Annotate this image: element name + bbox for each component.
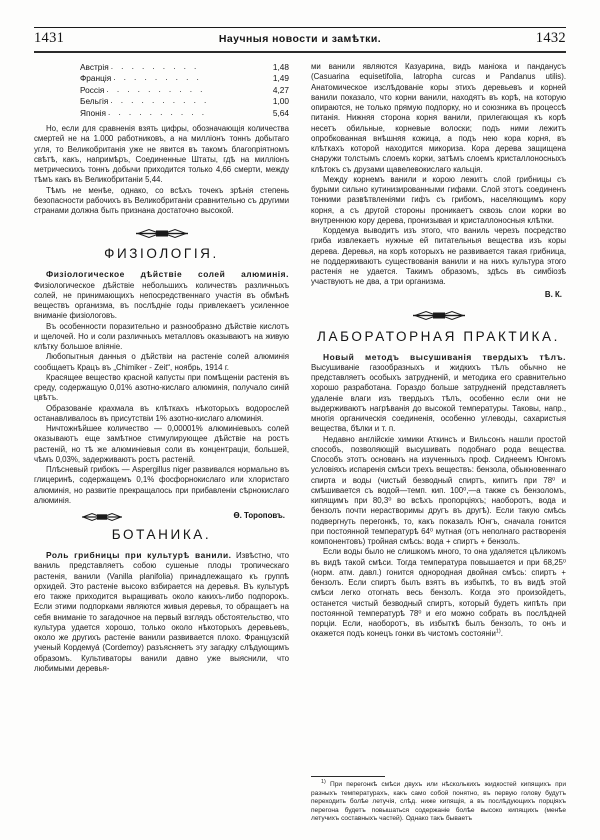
article-lead-text: Извѣстно, что ваниль представляетъ собою сушеные плоды тропическаго растенія, ванили (Vanilla planifolia) принадлежащаго къ группѣ орхидей. Это растеніе высоко взбирается на деревья. Въ культурѣ его также приходится выращивать около какихъ-либо подпорокъ. Если этими подпорками являются живыя деревья, то обращаетъ на себя вниманіе то загадочное на первый взглядъ обстоятельство, что культура удается хорошо, только около нѣкоторыхъ деревьевъ, около же другихъ растеніе ванили развивается плохо. Французскій ученый Кордемуá (Cordemoy) разъясняетъ эту загадку слѣдующимъ образомъ. Культиваторы ванили давно уже выяснили, что любимыми деревья- xyxy=(34,551,289,673)
section-heading-physiology: ФИЗІОЛОГІЯ. xyxy=(104,246,219,262)
paragraph-distillation-result: Если воды было не слишкомъ много, то она удаляется цѣликомъ въ видѣ такой смѣси. Тогда температура повышается и при 68,25⁰ (норм. атм. давл.) гонится однородная двойная смѣсь: спиртъ + бензолъ. Если спиртъ былъ взятъ въ избыткѣ, то въ видѣ этой смѣси легко отогнать весь бензолъ. Когда это произойдетъ, останется чистый безводный спиртъ, который будетъ кипѣть при постоянной температурѣ 78⁰ и его можно собрать въ послѣдней порціи. Если, наоборотъ, въ избыткѣ былъ бензолъ, то онъ и окажется подъ конецъ гонки въ чистомъ состояніи$^{1)}$. xyxy=(311,547,566,639)
running-head-title: Научныя новости и замѣтки. xyxy=(218,33,382,45)
country-value: 4,27 xyxy=(272,84,289,95)
section-heading-botany: БОТАНИКА. xyxy=(111,527,212,543)
article-lead-text: Высушиваніе газообразныхъ и жидкихъ тѣлъ обычно не представляетъ особыхъ затрудненій, и методика его сравнительно хорошо разработана. Гораздо больше затрудненій представляетъ удаленіе влаги изъ твердыхъ тѣлъ, особенно если они не выдерживаютъ нагрѣванія до высокой температуры. Таковы, напр., многія органическія соединенія, особенно углеводы, сахаристыя вещества, бѣлки и т. п. xyxy=(311,362,566,434)
article-title-vanilla: Роль грибницы при культурѣ ванили. xyxy=(46,550,232,561)
paragraph-drying-lead xyxy=(311,352,566,435)
right-column xyxy=(311,62,566,824)
paragraph-aluminium-lead xyxy=(34,269,289,321)
paragraph-cordemoy-conclusion: Кордемуа выводитъ изъ этого, что ваниль черезъ посредство гриба извлекаетъ нужные ей питательныя вещества изъ коры дерева. Деревья, на корѣ которыхъ не развивается такая грибница, не поддерживаютъ существованія ванили и на нихъ культура этого растенія не удается. Такимъ образомъ, здѣсь въ симбіозѣ участвуютъ не два, а три организма. xyxy=(311,226,566,287)
footnote-separator-rule xyxy=(311,776,385,777)
country-name: Россія xyxy=(80,84,105,95)
paragraph-kratz-reference: Любопытныя данныя о дѣйствіи на растеніе солей алюминія сообщаетъ Крацъ въ „Chimiker - Zeit“, ноябрь, 1914 г. xyxy=(34,352,289,372)
paragraph-mycelium-layer: Между корнемъ ванили и корою лежитъ слой грибницы съ бурыми сильно кутинизированными гифами. Слой этотъ соединенъ тонкими развѣтвленіями гифъ съ грибомъ, населяющимъ кору корня, а съ другой стороны проникаетъ сквозь слои корки во внутреннюю кору дерева, пронизывая и кристаллоносныя клѣтки. xyxy=(311,174,566,225)
country-value: 5,64 xyxy=(272,107,289,118)
leader-dots: . . . . . . . . . . xyxy=(110,95,210,106)
folio-right: 1432 xyxy=(535,30,566,46)
header-rule-top xyxy=(34,27,566,28)
paragraph-text: Если воды было не слишкомъ много, то она удаляется цѣликомъ въ видѣ такой смѣси. Тогда температура повышается и при 68,25⁰ (норм. атм. давл.) гонится однородная двойная смѣсь: спиртъ + бензолъ. Если спиртъ былъ взятъ въ избыткѣ, то въ видѣ этой смѣси легко отогнать весь бензолъ. Когда это произойдетъ, останется чистый безводный спиртъ, который будетъ кипѣть при постоянной температурѣ 78⁰ и его можно собрать въ послѣдней порціи. Если, наоборотъ, въ избыткѣ былъ бензолъ, то онъ и окажется подъ конецъ гонки въ чистомъ состояніи xyxy=(311,547,566,639)
ornament-divider-icon xyxy=(34,509,122,521)
paragraph-vanilla-lead xyxy=(34,550,289,674)
section-heading-lab-practice: ЛАБОРАТОРНАЯ ПРАКТИКА. xyxy=(317,328,560,344)
article-title-drying-method: Новый методъ высушиванія твердыхъ тѣлъ. xyxy=(323,351,566,362)
country-name: Франція xyxy=(80,73,112,84)
running-head xyxy=(34,27,566,53)
country-fatality-table xyxy=(34,62,289,119)
country-value: 1,48 xyxy=(272,62,289,72)
paragraph-aspergillus: Плѣсневый грибокъ — Aspergillus niger развивался нормально въ глицеринѣ, содержащемъ 0,1% фосфорнокислаго или хлористаго алюминія, но развитіе прекращалось при прибавленіи сѣрнокислаго алюминія. xyxy=(34,465,289,505)
paragraph-starch-algae: Образованіе крахмала въ клѣткахъ нѣкоторыхъ водорослей останавливалось въ присутствіи 1% азотно-кислаго алюминія. xyxy=(34,403,289,423)
leader-dots: . . . . . . . . . xyxy=(110,61,200,71)
paragraph-trace-concentration: Ничтожнѣйшее количество — 0,00001% алюминіевыхъ солей оказываютъ еще замѣтное стимулирующее дѣйствіе на ростъ растеній, но тѣ же алюминіевыя соли въ концентраціи, большей, чѣмъ 0,03%, задерживаютъ ростъ растеній. xyxy=(34,424,289,464)
leader-dots: . . . . . . . . . xyxy=(113,72,202,83)
paragraph-atkins-wilson: Недавно англійскіе химики Аткинсъ и Вильсонъ нашли простой способъ, позволяющій высушивать подобнаго рода вещества. Способъ этотъ основанъ на изученныхъ проф. Сиднеемъ Юнгомъ условіяхъ испаренія смѣси трехъ веществъ: бензола, обыкновеннаго спирта и воды (чистый безводный спиртъ, кипитъ при 78⁰ и смѣшивается съ водой—темп. кип. 100⁰,—а также съ бензоломъ, кипящимъ при 80,3⁰ во всѣхъ пропорціяхъ; наоборотъ, вода и бензолъ почти нерастворимы другъ въ другѣ). Если такую смѣсь подвергнуть перегонкѣ, то, какъ показалъ Юнгъ, сначала гонится при постоянной температурѣ 64⁰ мутная (отъ неполнаго растворенія компонентовъ) тройная смѣсь: вода + спиртъ + бензолъ. xyxy=(311,434,566,546)
table-row xyxy=(80,108,289,119)
leader-dots: . . . . . . . . . . xyxy=(108,106,207,117)
footnote-block xyxy=(311,771,566,824)
article-title-aluminium: Физіологическое дѣйствіе солей алюминія. xyxy=(46,269,289,280)
paragraph-acids-bases: Въ особенности поразительно и разнообразно дѣйствіе кислотъ и щелочей. Но и соли различныхъ металловъ оказываютъ на живую клѣтку большое вліяніе. xyxy=(34,321,289,352)
footnote-marker: 1) xyxy=(321,778,326,785)
country-name: Австрія xyxy=(80,62,109,72)
country-value: 1,49 xyxy=(272,73,289,84)
country-name: Бельгія xyxy=(80,96,109,107)
paragraph-vanilla-continued: ми ванили являются Казуарина, видъ маніока и панданусъ (Casuarina equisetifolia, Iatropha curcas и Pandanus utilis). Анатомическое изслѣдованіе коры этихъ деревьевъ и корней ванили показало, что корни ванили, находятъ въ корѣ, на которую опираются, не только прямую подпорку, но и союзника въ процессѣ питанія. Нижняя сторона корня ванили, прилегающая къ корѣ несетъ обильные, корневые волоски; подъ ними лежитъ опробкованная внѣшняя кожица, а подъ нею кора корня, въ клѣткахъ которой находится микориза. Кора дерева защищена снаружи толстымъ слоемъ корки, затѣмъ слоемъ кристаллоносныхъ клѣтокъ съ друзами щавелевокислаго кальція. xyxy=(311,62,566,174)
country-value: 1,00 xyxy=(272,96,289,107)
paragraph-mining-comparison: Но, если для сравненія взять цифры, обозначающія количества смертей не на 1.000 работниковъ, а на милліонъ тоннъ добытаго угля, то Великобританія уже не явится въ такомъ благопріятномъ свѣтѣ, какъ, напримѣръ, Соединенные Штаты, гдѣ на милліонъ метрическихъ тоннъ добычи приходится только 4,66 смерти, между тѣмъ какъ въ Великобританіи 5,44. xyxy=(34,124,289,185)
signature-botany: В. К. xyxy=(544,289,562,299)
country-name: Японія xyxy=(80,107,107,118)
two-column-body xyxy=(34,62,566,824)
paragraph-mining-conclusion: Тѣмъ не менѣе, однако, со всѣхъ точекъ зрѣнія степень безопасности рабочихъ въ Великобританіи сравнительно съ другими странами должна быть признана достаточно высокой. xyxy=(34,185,289,216)
article-lead-text: Физіологическое дѣйствіе небольшихъ количествъ различныхъ солей, не принимающихъ непосредственнаго участія въ обмѣнѣ веществъ организма, въ послѣдніе годы привлекаетъ усиленное вниманіе физіологовъ. xyxy=(34,280,289,321)
footnote-reference-marker[interactable]: 1) xyxy=(495,628,501,635)
footnote-text xyxy=(311,778,566,824)
leader-dots: . . . . . . . . . . xyxy=(106,83,206,94)
folio-left: 1431 xyxy=(34,30,65,46)
header-rule-bottom xyxy=(34,51,566,53)
signature-physiology: Ѳ. Тороповъ. xyxy=(233,510,285,520)
left-column xyxy=(34,62,289,824)
ornament-divider-icon xyxy=(311,308,566,320)
paragraph-red-cabbage: Красящее вещество красной капусты при помѣщеніи растенія въ среду, содержащую 0,01% азотно-кислаго алюминія, получало синій цвѣтъ. xyxy=(34,372,289,403)
signature-row-physiology xyxy=(34,509,289,521)
footnote-body: При перегонкѣ смѣси двухъ или нѣсколькихъ жидкостей кипящихъ при разныхъ температурахъ, какъ само собой понятно, въ первую голову будутъ переходить болѣе летучія, слѣд. ниже кипящія, а въ послѣдующихъ порціяхъ перегона будетъ повышаться содержаніе болѣе высоко кипящихъ (менѣе летучихъ составныхъ частей). Однако такъ бываетъ xyxy=(311,781,566,823)
ornament-divider-icon xyxy=(34,225,289,237)
